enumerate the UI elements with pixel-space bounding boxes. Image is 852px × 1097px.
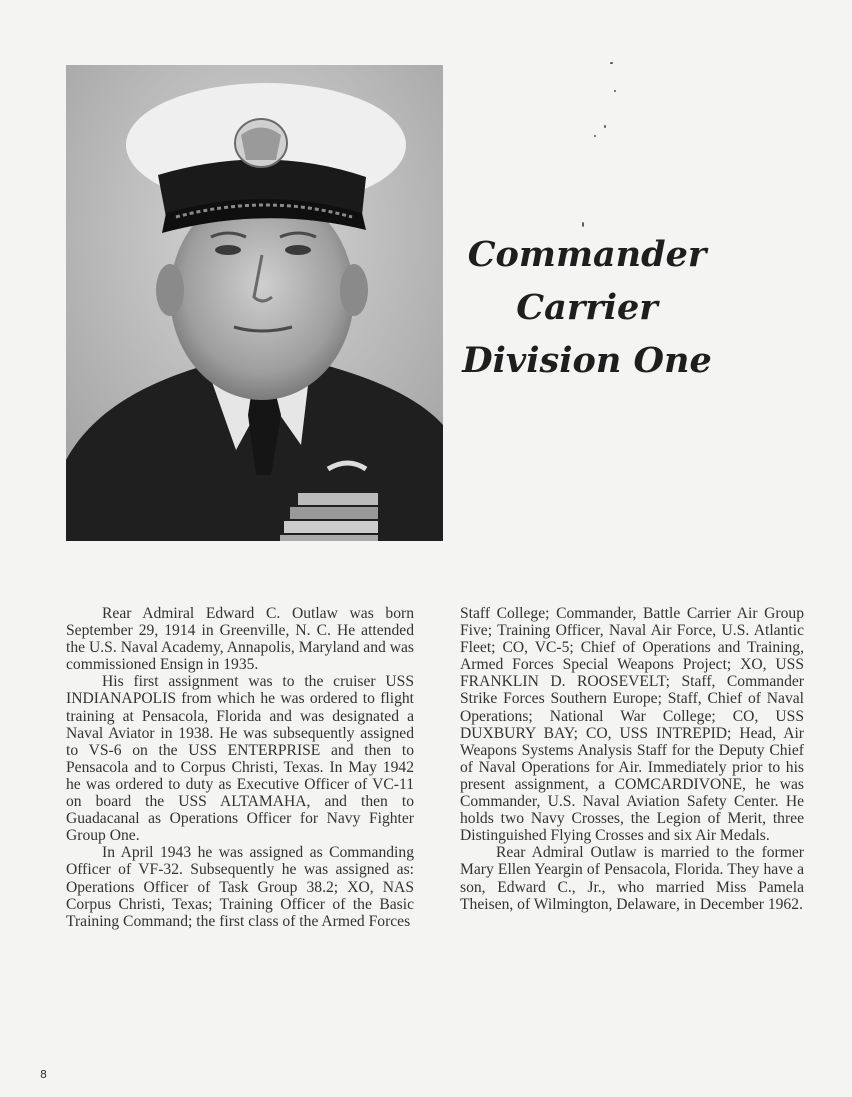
title-line-2: Carrier: [516, 287, 658, 328]
portrait-illustration: [66, 65, 443, 541]
print-speck: [610, 62, 613, 64]
page-number: 8: [40, 1068, 47, 1081]
print-speck: [582, 222, 584, 227]
title-line-3: Division One: [462, 340, 712, 381]
print-speck: [604, 125, 606, 128]
title-line-1: Commander: [467, 234, 707, 275]
paragraph: Rear Admiral Edward C. Outlaw was born September 29, 1914 in Greenville, N. C. He attended the U.S. Naval Academy, Annapolis, Maryland and was commissioned Ensign in 1935.: [66, 605, 414, 674]
print-speck: [614, 90, 616, 92]
article-column-right: [460, 605, 804, 913]
paragraph: Rear Admiral Outlaw is married to the former Mary Ellen Yeargin of Pensacola, Florida. They have a son, Edward C., Jr., who married Miss Pamela Theisen, of Wilmington, Delaware, in December 1962.: [460, 844, 804, 913]
paragraph: Staff College; Commander, Battle Carrier Air Group Five; Training Officer, Naval Air Force, U.S. Atlantic Fleet; CO, VC-5; Chief of Operations and Training, Armed Forces Special Weapons Project; XO, USS FRANKLIN D. ROOSEVELT; Staff, Commander Strike Forces Southern Europe; Staff, Chief of Naval Operations; National War College; CO, USS DUXBURY BAY; CO, USS INTREPID; Head, Air Weapons Systems Analysis Staff for the Deputy Chief of Naval Operations for Air. Immediately prior to his present assignment, a COMCARDIVONE, he was Commander, U.S. Naval Aviation Safety Center. He holds two Navy Crosses, the Legion of Merit, three Distinguished Flying Crosses and six Air Medals.: [460, 605, 804, 845]
portrait-photo: [66, 65, 443, 541]
paragraph: His first assignment was to the cruiser USS INDIANAPOLIS from which he was ordered to flight training at Pensacola, Florida and was designated a Naval Aviator in 1938. He was subsequently assigned to VS-6 on the USS ENTERPRISE and then to Pensacola and to Corpus Christi, Texas. In May 1942 he was ordered to duty as Executive Officer of VC-11 on board the USS ALTAMAHA, and then to Guadacanal as Operations Officer for Navy Fighter Group One.: [66, 673, 414, 845]
article-column-left: [66, 605, 414, 930]
page-title: [462, 228, 712, 387]
paragraph: In April 1943 he was assigned as Commanding Officer of VF-32. Subsequently he was assigned as: Operations Officer of Task Group 38.2; XO, NAS Corpus Christi, Texas; Training Officer of the Basic Training Command; the first class of the Armed Forces: [66, 844, 414, 930]
print-speck: [594, 135, 596, 137]
